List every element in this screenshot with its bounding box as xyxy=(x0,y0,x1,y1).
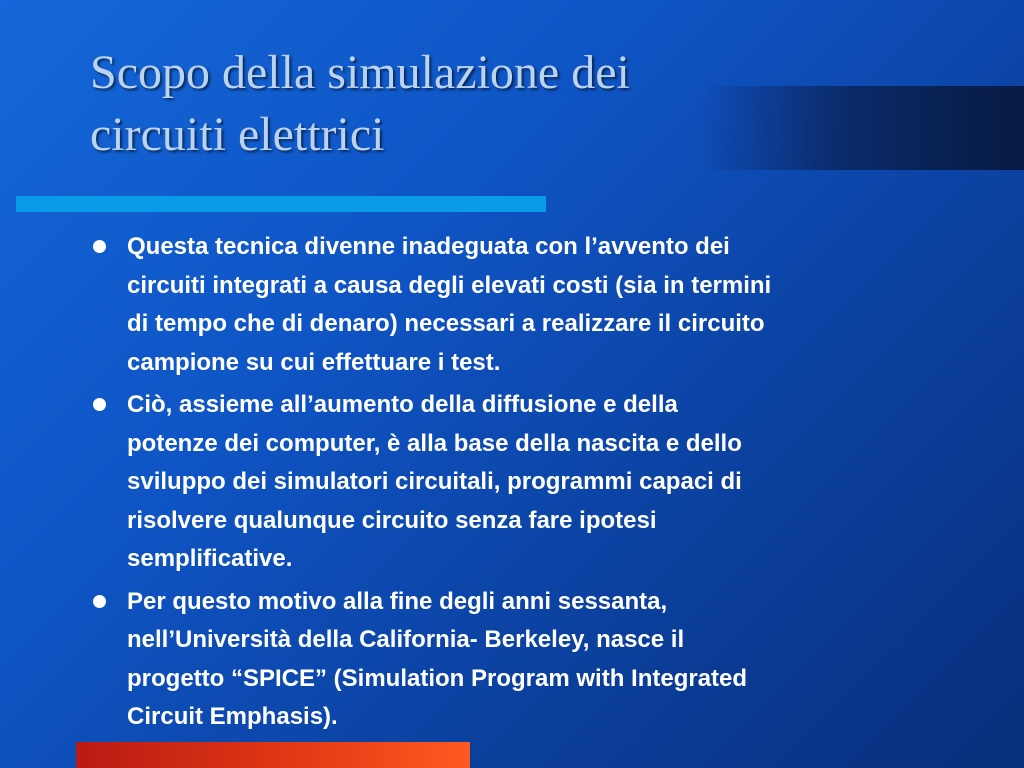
bullet-line: circuiti integrati a causa degli elevati costi (sia in termini xyxy=(127,271,772,299)
bullet-list xyxy=(90,228,980,741)
bullet-line: sviluppo dei simulatori circuitali, programmi capaci di xyxy=(127,468,742,495)
bullet-line: di tempo che di denaro) necessari a realizzare il circuito xyxy=(127,310,765,337)
bullet-line: progetto “SPICE” (Simulation Program with Integrated xyxy=(127,664,748,692)
bullet-item-2 xyxy=(90,386,980,579)
bullet-line: Circuit Emphasis). xyxy=(127,703,338,730)
bullet-dot-icon xyxy=(93,240,106,253)
bullet-line: risolvere qualunque circuito senza fare ipotesi xyxy=(127,506,657,534)
bottom-accent-bar xyxy=(76,742,470,768)
bullet-line: Per questo motivo alla fine degli anni sessanta, xyxy=(127,587,668,615)
bullet-item-1 xyxy=(90,228,980,382)
bullet-dot-icon xyxy=(93,398,106,411)
title-line-1: Scopo della simulazione dei xyxy=(90,46,630,99)
bullet-item-3 xyxy=(90,583,980,737)
bullet-line: campione su cui effettuare i test. xyxy=(127,348,501,376)
slide-title xyxy=(90,42,890,166)
title-line-2: circuiti elettrici xyxy=(90,108,385,161)
bullet-line: Ciò, assieme all’aumento della diffusione e della xyxy=(127,391,678,418)
bullet-line: potenze dei computer, è alla base della nascita e dello xyxy=(127,429,742,457)
title-underline-bar xyxy=(16,196,546,212)
bullet-dot-icon xyxy=(93,595,106,608)
bullet-line: nell’Università della California- Berkeley, nasce il xyxy=(127,626,685,653)
bullet-line: Questa tecnica divenne inadeguata con l’avvento dei xyxy=(127,233,730,260)
bullet-line: semplificative. xyxy=(127,545,293,572)
